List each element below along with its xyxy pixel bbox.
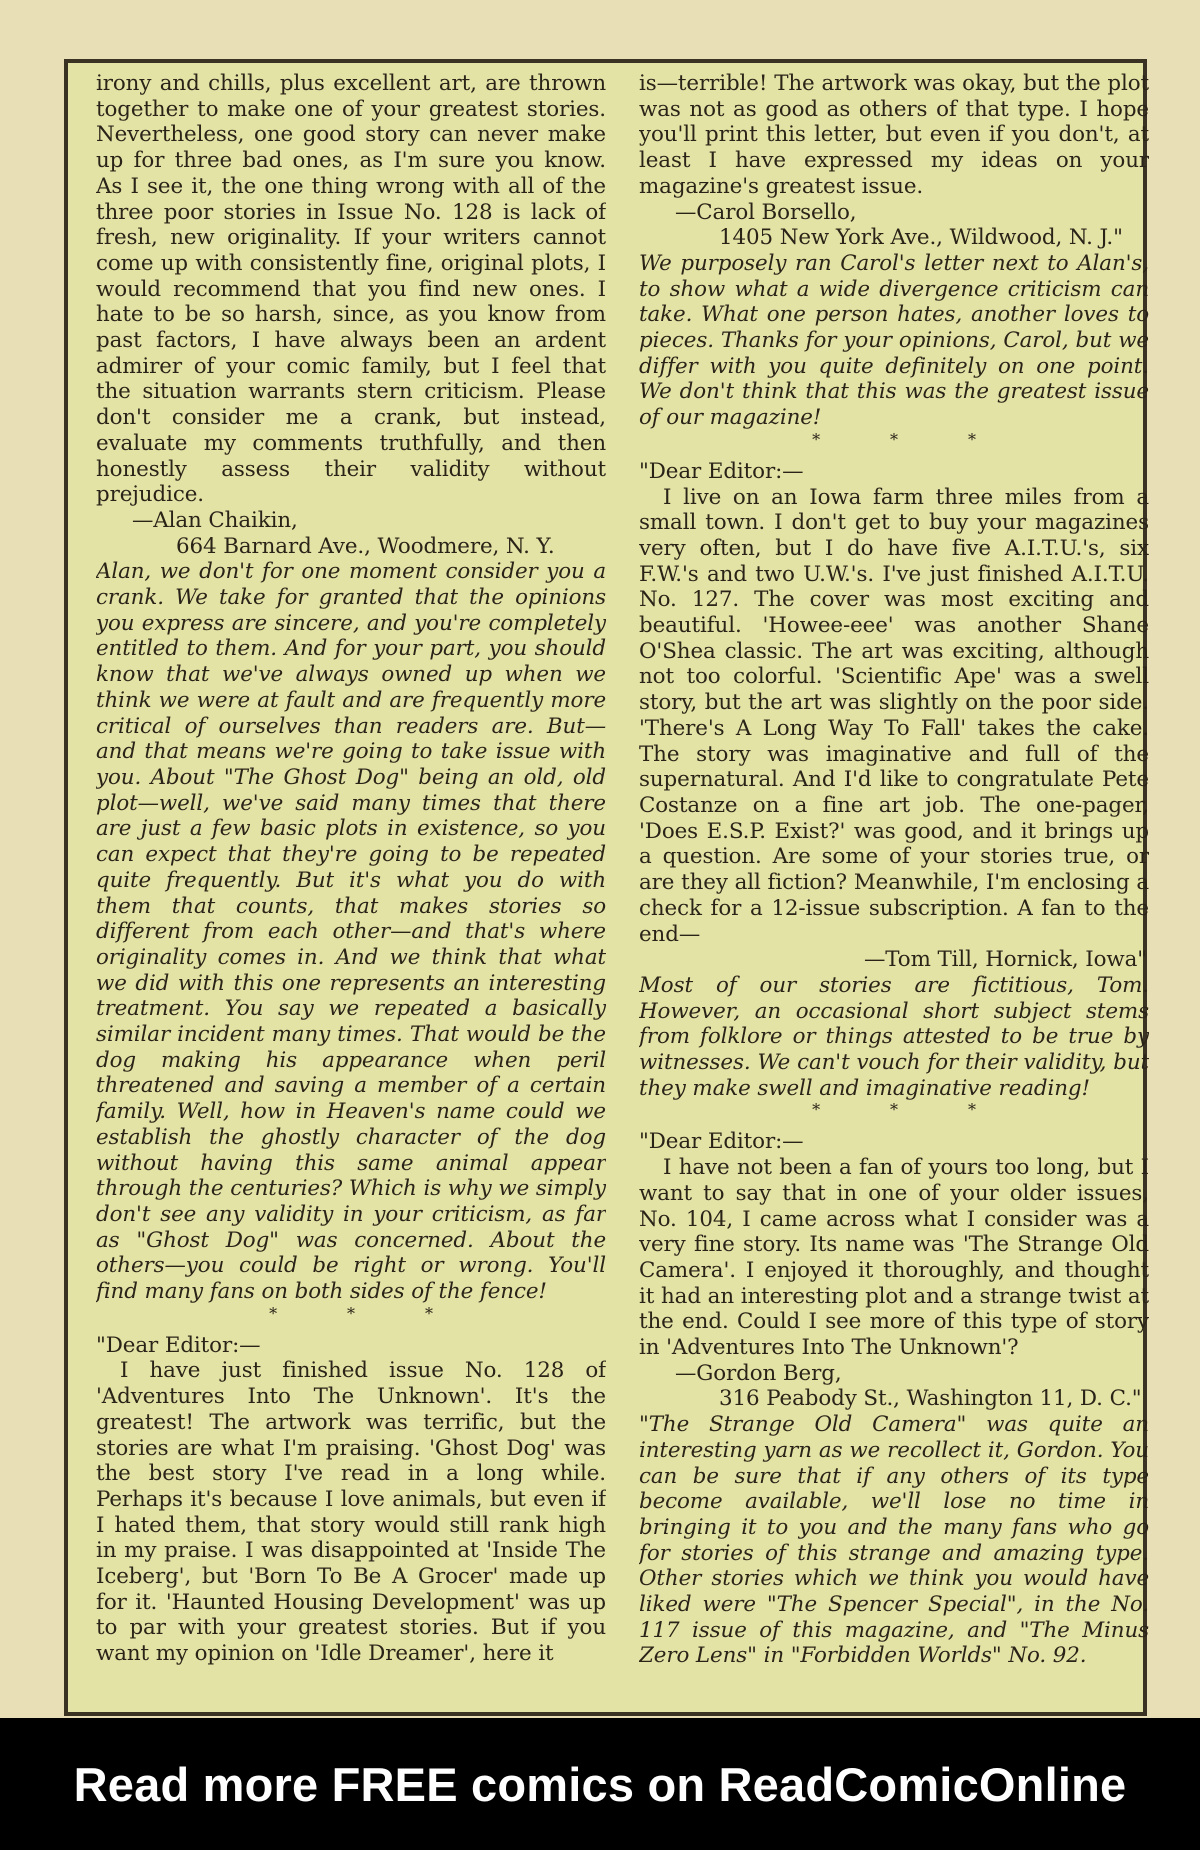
letter-signature-address: 1405 New York Ave., Wildwood, N. J." [719, 225, 1123, 251]
letter-text: I live on an Iowa farm three miles from a small town. I don't get to buy your magazines very often, but I do have five A.I.T.U.'s, six F.W.'s and two U.W.'s. I've just finished A.I.T.U. No. 127. The cover was most exciting and beautiful. 'Howee-eee' was another Shane O'Shea classic. The art was exciting, although not too colorful. 'Scientific Ape' was a swell story, but the art was slightly on the poor side. 'There's A Long Way To Fall' takes the cake. The story was imaginative and full of the supernatural. And I'd like to congratulate Pete Costanze on a fine art job. The one-pager, 'Does E.S.P. Exist?' was good, and it brings up a question. Are some of your stories true, or are they all fiction? Meanwhile, I'm enclosing a check for a 12-issue subscription. A fan to the end— [639, 484, 1149, 947]
letter-signature-address: 664 Barnard Ave., Woodmere, N. Y. [176, 533, 555, 559]
letter-salutation: "Dear Editor:— [639, 458, 804, 484]
separator-star: * [967, 429, 976, 449]
editor-reply: Alan, we don't for one moment consider you a crank. We take for granted that the opinions you express are sincere, and you're completely entitled to them. And for your part, you should know that we've always owned up when we think we were at fault and are frequently more critical of ourselves than readers are. But—and that means we're going to take issue with you. About "The Ghost Dog" being an old, old plot—well, we've said many times that there are just a few basic plots in existence, so you can expect that they're going to be repeated quite frequently. But it's what you do with them that counts, that makes stories so different from each other—and that's where originality comes in. And we think that what we did with this one represents an interesting treatment. You say we repeated a basically similar incident many times. That would be the dog making his appearance when peril threatened and saving a member of a certain family. Well, how in Heaven's name could we establish the ghostly character of the dog without having this same animal appear through the centuries? Which is why we simply don't see any validity in your criticism, as far as "Ghost Dog" was concerned. About the others—you could be right or wrong. You'll find many fans on both sides of the fence! [96, 559, 606, 1305]
promo-banner-text[interactable]: Read more FREE comics on ReadComicOnline [73, 1757, 1127, 1811]
editor-reply: "The Strange Old Camera" was quite an interesting yarn as we recollect it, Gordon. You can be sure that if any others of its type become available, we'll lose no time in bringing it to you and the many fans who go for stories of this strange and amazing type. Other stories which we think you would have liked were "The Spencer Special", in the No. 117 issue of this magazine, and "The Minus Zero Lens" in "Forbidden Worlds" No. 92. [639, 1412, 1149, 1669]
letter-salutation: "Dear Editor:— [96, 1332, 261, 1358]
letter-signature-name: —Alan Chaikin, [132, 507, 298, 533]
editor-reply: We purposely ran Carol's letter next to Alan's, to show what a wide divergence criticism can take. What one person hates, another loves to pieces. Thanks for your opinions, Carol, but we differ with you quite definitely on one point. We don't think that this was the greatest issue of our magazine! [639, 250, 1149, 431]
promo-banner[interactable] [0, 1718, 1200, 1850]
separator-star: * [347, 1303, 355, 1323]
separator-star: * [967, 1100, 976, 1120]
letter-text: irony and chills, plus excellent art, are thrown together to make one of your greatest stories. Nevertheless, one good story can never make up for three bad ones, as I'm sure you know. As I see it, the one thing wrong with all of the three poor stories in Issue No. 128 is lack of fresh, new originality. If your writers cannot come up with consistently fine, original plots, I would recommend that you find new ones. I hate to be so harsh, since, as you know from past factors, I have always been an ardent admirer of your comic family, but I feel that the situation warrants stern criticism. Please don't consider me a crank, but instead, evaluate my comments truthfully, and then honestly assess their validity without prejudice. [96, 71, 606, 508]
separator-star: * [890, 1100, 898, 1120]
letter-signature-address: 316 Peabody St., Washington 11, D. C." [719, 1386, 1142, 1412]
letter-signature: —Tom Till, Hornick, Iowa" [864, 947, 1147, 973]
editor-reply: Most of our stories are fictitious, Tom. However, an occasional short subject stems from folklore or things attested to be true by witnesses. We can't vouch for their validity, but they make swell and imaginative reading! [639, 972, 1149, 1101]
letter-signature-name: —Carol Borsello, [675, 199, 857, 225]
letter-salutation: "Dear Editor:— [639, 1129, 804, 1155]
letter-text: is—terrible! The artwork was okay, but the plot was not as good as others of that type. I hope you'll print this letter, but even if you don't, at least I have expressed my ideas on your magazine's greatest issue. [639, 71, 1149, 199]
separator-star: * [890, 429, 898, 449]
separator-stars [639, 1101, 1149, 1119]
separator-star: * [424, 1303, 433, 1323]
letters-panel [64, 59, 1147, 1716]
separator-star: * [812, 1100, 821, 1120]
separator-star: * [269, 1303, 278, 1323]
separator-stars [639, 431, 1149, 449]
right-column [639, 71, 1149, 1711]
letter-signature-name: —Gordon Berg, [675, 1360, 842, 1386]
letter-text: I have not been a fan of yours too long, but I want to say that in one of your older issues, No. 104, I came across what I consider was a very fine story. Its name was 'The Strange Old Camera'. I enjoyed it thoroughly, and thought it had an interesting plot and a strange twist at the end. Could I see more of this type of story in 'Adventures Into The Unknown'? [639, 1155, 1149, 1361]
separator-star: * [812, 429, 821, 449]
left-column [96, 71, 606, 1711]
letter-text: I have just finished issue No. 128 of 'Adventures Into The Unknown'. It's the greatest! The artwork was terrific, but the stories are what I'm praising. 'Ghost Dog' was the best story I've read in a long while. Perhaps it's because I love animals, but even if I hated them, that story would still rank high in my praise. I was disappointed at 'Inside The Iceberg', but 'Born To Be A Grocer' made up for it. 'Haunted Housing Development' was up to par with your greatest stories. But if you want my opinion on 'Idle Dreamer', here it [96, 1358, 606, 1667]
separator-stars [96, 1305, 606, 1323]
